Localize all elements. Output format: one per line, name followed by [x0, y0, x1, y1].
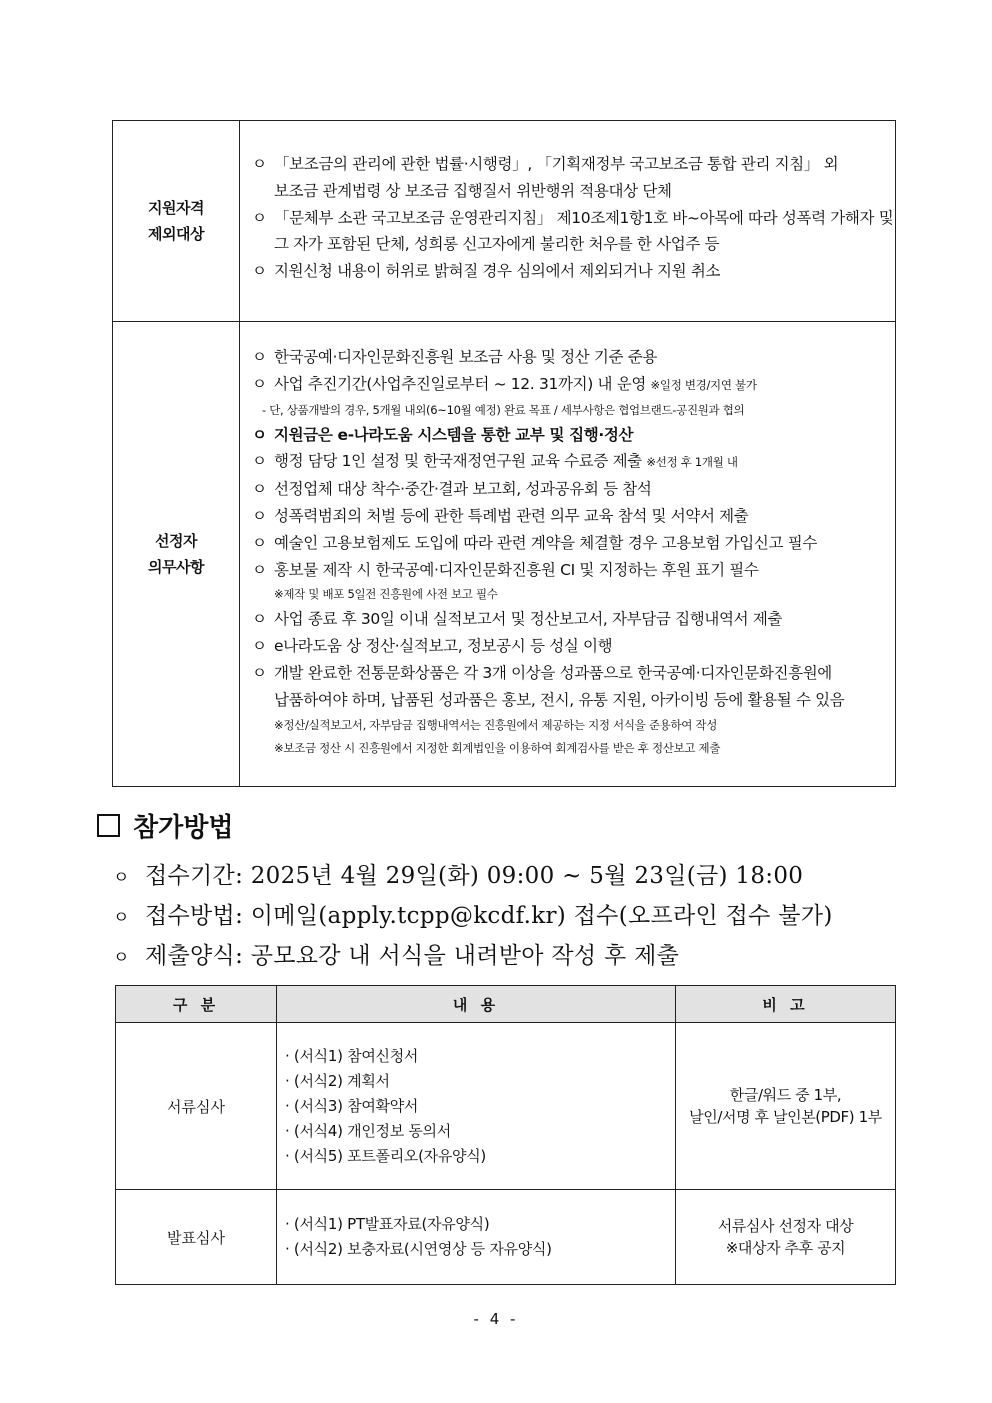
list-item: ㅇ 지원금은 e-나라도움 시스템을 통한 교부 및 집행·정산 [252, 425, 634, 444]
documents-cell [277, 1023, 676, 1190]
remark-cell: 서류심사 선정자 대상 ※대상자 추후 공지 [676, 1190, 896, 1285]
category-cell: 서류심사 [116, 1023, 277, 1190]
table-header-row [116, 986, 896, 1023]
table-row [116, 1190, 896, 1285]
submission-table [115, 985, 896, 1285]
list-item: · (서식2) 보충자료(시연영상 등 자유양식) [285, 1240, 552, 1258]
submission-form: ㅇ 제출양식: 공모요강 내 서식을 내려받아 작성 후 제출 [113, 943, 680, 969]
list-item: ㅇ 개발 완료한 전통문화상품은 각 3개 이상을 성과품으로 한국공예·디자인문화진흥원에 [252, 663, 832, 682]
sub-note: ※보조금 정산 시 진흥원에서 지정한 회계법인을 이용하여 회계검사를 받은 후 정산보고 제출 [274, 740, 721, 755]
label-line: 지원자격 [148, 198, 204, 217]
list-item: ㅇ 사업 종료 후 30일 이내 실적보고서 및 정산보고서, 자부담금 집행내역서 제출 [252, 610, 783, 629]
list-item: ㅇ 예술인 고용보험제도 도입에 따라 관련 계약을 체결할 경우 고용보험 가입신고 필수 [252, 533, 817, 552]
list-item: · (서식1) PT발표자료(자유양식) [285, 1215, 490, 1233]
column-header: 구 분 [116, 986, 277, 1023]
list-item-continued: 그 자가 포함된 단체, 성희롱 신고자에게 불리한 처우를 한 사업주 등 [274, 235, 720, 254]
list-item: · (서식4) 개인정보 동의서 [285, 1121, 451, 1140]
checkbox-icon [97, 814, 120, 837]
list-item: · (서식3) 참여확약서 [285, 1096, 419, 1115]
column-header: 내 용 [277, 986, 676, 1023]
list-item-continued: 보조금 관계법령 상 보조금 집행질서 위반행위 적용대상 단체 [274, 181, 672, 200]
category-cell: 발표심사 [116, 1190, 277, 1285]
row-label-exclusion [113, 121, 240, 322]
list-item: · (서식1) 참여신청서 [285, 1046, 419, 1065]
remark-cell: 한글/워드 중 1부, 날인/서명 후 날인본(PDF) 1부 [676, 1023, 896, 1190]
requirements-table [112, 120, 896, 787]
list-item: ㅇ 선정업체 대상 착수·중간·결과 보고회, 성과공유회 등 참석 [252, 480, 652, 499]
list-item: ㅇ 「문체부 소관 국고보조금 운영관리지침」 제10조제1항1호 바~아목에 따라 성폭력 가해자 및 [252, 208, 894, 227]
inline-note: ※일정 변경/지연 불가 [650, 377, 757, 392]
table-row [113, 121, 896, 322]
application-period: ㅇ 접수기간: 2025년 4월 29일(화) 09:00 ~ 5월 23일(금) 18:00 [113, 863, 804, 889]
column-header: 비 고 [676, 986, 896, 1023]
list-item: ㅇ 지원신청 내용이 허위로 밝혀질 경우 심의에서 제외되거나 지원 취소 [252, 262, 721, 281]
list-item: ㅇ 행정 담당 1인 설정 및 한국재정연구원 교육 수료증 제출 ※선정 후 1개월 내 [252, 452, 738, 471]
label-line: 제외대상 [148, 224, 204, 243]
table-row [116, 1023, 896, 1190]
sub-note: ※제작 및 배포 5일전 진흥원에 사전 보고 필수 [274, 587, 498, 602]
list-item: · (서식5) 포트폴리오(자유양식) [285, 1146, 486, 1165]
application-method: ㅇ 접수방법: 이메일(apply.tcpp@kcdf.kr) 접수(오프라인 접수 불가) [113, 903, 833, 929]
sub-note: - 단, 상품개발의 경우, 5개월 내외(6~10월 예정) 완료 목표 / 세부사항은 협업브랜드-공진원과 협의 [262, 402, 745, 417]
list-item: ㅇ 성폭력범죄의 처벌 등에 관한 특례법 관련 의무 교육 참석 및 서약서 제출 [252, 506, 749, 525]
list-item: ㅇ 홍보물 제작 시 한국공예·디자인문화진흥원 CI 및 지정하는 후원 표기 필수 [252, 560, 759, 579]
label-line: 의무사항 [148, 557, 204, 576]
list-item: ㅇ e나라도움 상 정산·실적보고, 정보공시 등 성실 이행 [252, 637, 613, 656]
obligation-items [240, 321, 896, 786]
exclusion-items [240, 121, 896, 322]
list-item-continued: 납품하여야 하며, 납품된 성과품은 홍보, 전시, 유통 지원, 아카이빙 등에 활용될 수 있음 [274, 690, 845, 709]
section-title: 참가방법 [97, 808, 233, 848]
inline-note: ※선정 후 1개월 내 [646, 455, 738, 470]
label-line: 선정자 [155, 531, 197, 550]
table-row [113, 321, 896, 786]
row-label-obligations [113, 321, 240, 786]
list-item: ㅇ 「보조금의 관리에 관한 법률·시행령」, 「기획재정부 국고보조금 통합 관리 지침」 외 [252, 155, 839, 173]
sub-note: ※정산/실적보고서, 자부담금 집행내역서는 진흥원에서 제공하는 지정 서식을 준용하여 작성 [274, 717, 718, 732]
page-number: - 4 - [473, 1310, 519, 1328]
list-item: · (서식2) 계획서 [285, 1071, 390, 1090]
list-item: ㅇ 한국공예·디자인문화진흥원 보조금 사용 및 정산 기준 준용 [252, 347, 657, 366]
list-item: ㅇ 사업 추진기간(사업추진일로부터 ~ 12. 31까지) 내 운영 ※일정 변경/지연 불가 [252, 374, 757, 393]
documents-cell [277, 1190, 676, 1285]
